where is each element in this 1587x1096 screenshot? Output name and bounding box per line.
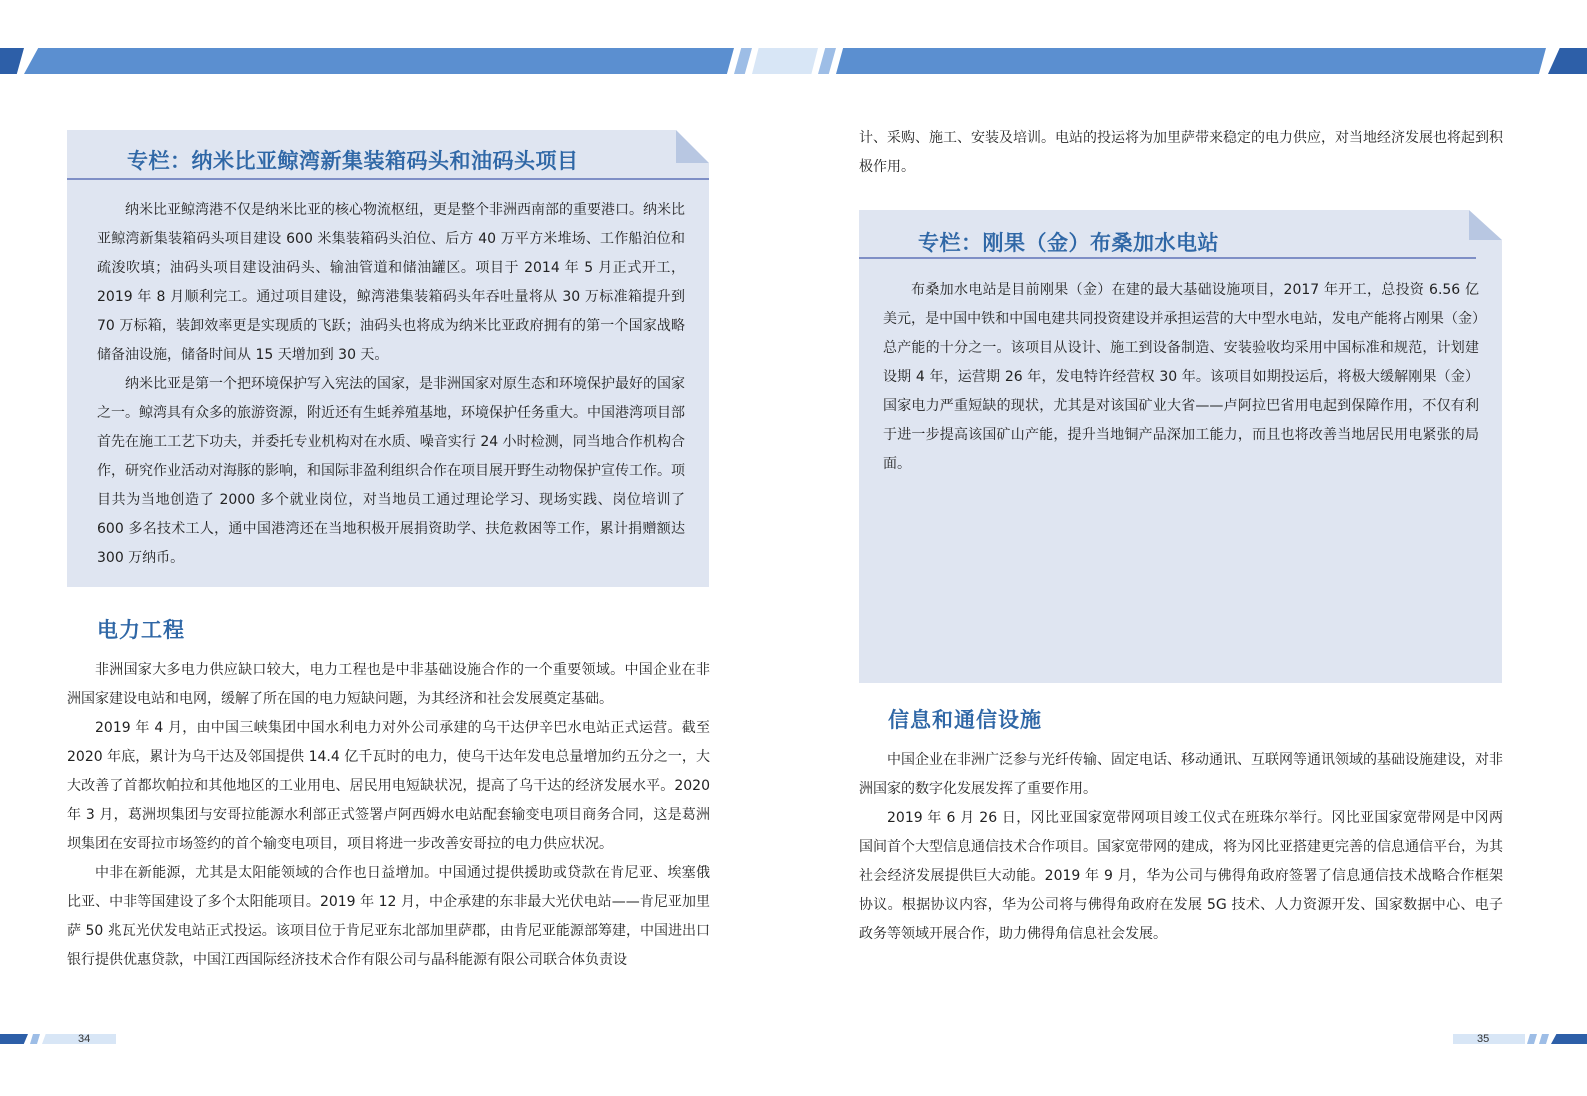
right-footer-stripe-mid-2 [1539,1034,1549,1044]
left-feature-box-fold [676,130,709,163]
paragraph: 纳米比亚是第一个把环境保护写入宪法的国家，是非洲国家对原生态和环境保护最好的国家之一。鲸湾具有众多的旅游资源，附近还有生蚝养殖基地，环境保护任务重大。中国港湾项目部首先在施工工艺下功夫，并委托专业机构对在水质、噪音实行 24 小时检测，同当地合作机构合作，研究作业活动对海豚的影响，和国际非盈利组织合作在项目展开野生动物保护宣传工作。项目共为当地创造了 2000 多个就业岗位，对当地员工通过理论学习、现场实践、岗位培训了 600 多名技术工人，通中国港湾还在当地积极开展捐资助学、扶危救困等工作，累计捐赠额达 300 万纳币。 [97,376,685,566]
right-feature-box-body [883,276,1479,479]
top-band-stripe-1 [734,48,752,74]
top-band-right-segment [836,48,1546,74]
section-heading-power: 电力工程 [97,618,185,642]
section-heading-ict: 信息和通信设施 [888,708,1042,732]
right-footer-stripe-mid [1527,1034,1537,1044]
page-number-right: 35 [1477,1033,1490,1045]
paragraph: 纳米比亚鲸湾港不仅是纳米比亚的核心物流枢纽，更是整个非洲西南部的重要港口。纳米比亚鲸湾新集装箱码头项目建设 600 米集装箱码头泊位、后方 40 万平方米堆场、工作船泊位和疏浚吹填；油码头项目建设油码头、输油管道和储油罐区。项目于 2014 年 5 月正式开工，2019 年 8 月顺利完工。通过项目建设，鲸湾港集装箱码头年吞吐量将从 30 万标准箱提升到 70 万标箱，装卸效率更是实现质的飞跃；油码头也将成为纳米比亚政府拥有的第一个国家战略储备油设施，储备时间从 15 天增加到 30 天。 [97,202,685,363]
paragraph: 2019 年 4 月，由中国三峡集团中国水利电力对外公司承建的乌干达伊辛巴水电站正式运营。截至 2020 年底，累计为乌干达及邻国提供 14.4 亿千瓦时的电力，使乌干达年发电总量增加约五分之一，大大改善了首都坎帕拉和其他地区的工业用电、居民用电短缺状况，提高了乌干达的经济发展水平。2020 年 3 月，葛洲坝集团与安哥拉能源水利部正式签署卢阿西姆水电站配套输变电项目商务合同，这是葛洲坝集团在安哥拉市场签约的首个输变电项目，项目将进一步改善安哥拉的电力供应状况。 [67,720,710,852]
paragraph: 计、采购、施工、安装及培训。电站的投运将为加里萨带来稳定的电力供应，对当地经济发展也将起到积极作用。 [859,130,1503,175]
top-band-stripe-3 [818,48,836,74]
top-band-left-tab [0,48,24,74]
left-feature-box-title: 专栏：纳米比亚鲸湾新集装箱码头和油码头项目 [127,149,579,173]
top-band [0,48,1587,74]
left-feature-box-body [97,196,685,573]
paragraph: 中国企业在非洲广泛参与光纤传输、固定电话、移动通讯、互联网等通讯领域的基础设施建设，对非洲国家的数字化发展发挥了重要作用。 [859,752,1503,797]
left-footer-band [0,1034,116,1044]
paragraph: 非洲国家大多电力供应缺口较大，电力工程也是中非基础设施合作的一个重要领域。中国企业在非洲国家建设电站和电网，缓解了所在国的电力短缺问题，为其经济和社会发展奠定基础。 [67,662,710,707]
left-footer-stripe-mid [30,1034,40,1044]
top-band-stripe-2 [752,48,818,74]
left-footer-stripe-dark [0,1034,28,1044]
section-body-ict [859,746,1503,949]
right-footer-stripe-dark [1551,1034,1587,1044]
paragraph: 布桑加水电站是目前刚果（金）在建的最大基础设施项目，2017 年开工，总投资 6.56 亿美元，是中国中铁和中国电建共同投资建设并承担运营的大中型水电站，发电产能将占刚果（金）总产能的十分之一。该项目从设计、施工到设备制造、安装验收均采用中国标准和规范，计划建设期 4 年，运营期 26 年，发电特许经营权 30 年。该项目如期投运后，将极大缓解刚果（金）国家电力严重短缺的现状，尤其是对该国矿业大省——卢阿拉巴省用电起到保障作用，不仅有利于进一步提高该国矿山产能，提升当地铜产品深加工能力，而且也将改善当地居民用电紧张的局面。 [883,282,1479,472]
right-continuation-text [859,124,1503,182]
right-footer-band [1453,1034,1587,1044]
left-feature-box-rule [67,178,709,180]
section-body-power [67,656,710,975]
right-feature-box-rule [859,257,1476,259]
paragraph: 2019 年 6 月 26 日，冈比亚国家宽带网项目竣工仪式在班珠尔举行。冈比亚国家宽带网是中冈两国间首个大型信息通信技术合作项目。国家宽带网的建成，将为冈比亚搭建更完善的信息通信平台，为其社会经济发展提供巨大动能。2019 年 9 月，华为公司与佛得角政府签署了信息通信技术战略合作框架协议。根据协议内容，华为公司将与佛得角政府在发展 5G 技术、人力资源开发、国家数据中心、电子政务等领域开展合作，助力佛得角信息社会发展。 [859,810,1503,942]
page-number-left: 34 [78,1033,91,1045]
right-feature-box-title: 专栏：刚果（金）布桑加水电站 [918,231,1219,255]
top-band-right-tab [1548,48,1587,74]
paragraph: 中非在新能源，尤其是太阳能领域的合作也日益增加。中国通过提供援助或贷款在肯尼亚、埃塞俄比亚、中非等国建设了多个太阳能项目。2019 年 12 月，中企承建的东非最大光伏电站——肯尼亚加里萨 50 兆瓦光伏发电站正式投运。该项目位于肯尼亚东北部加里萨郡，由肯尼亚能源部筹建，中国进出口银行提供优惠贷款，中国江西国际经济技术合作有限公司与晶科能源有限公司联合体负责设 [67,865,710,968]
top-band-left-segment [24,48,734,74]
right-feature-box-fold [1469,210,1502,240]
